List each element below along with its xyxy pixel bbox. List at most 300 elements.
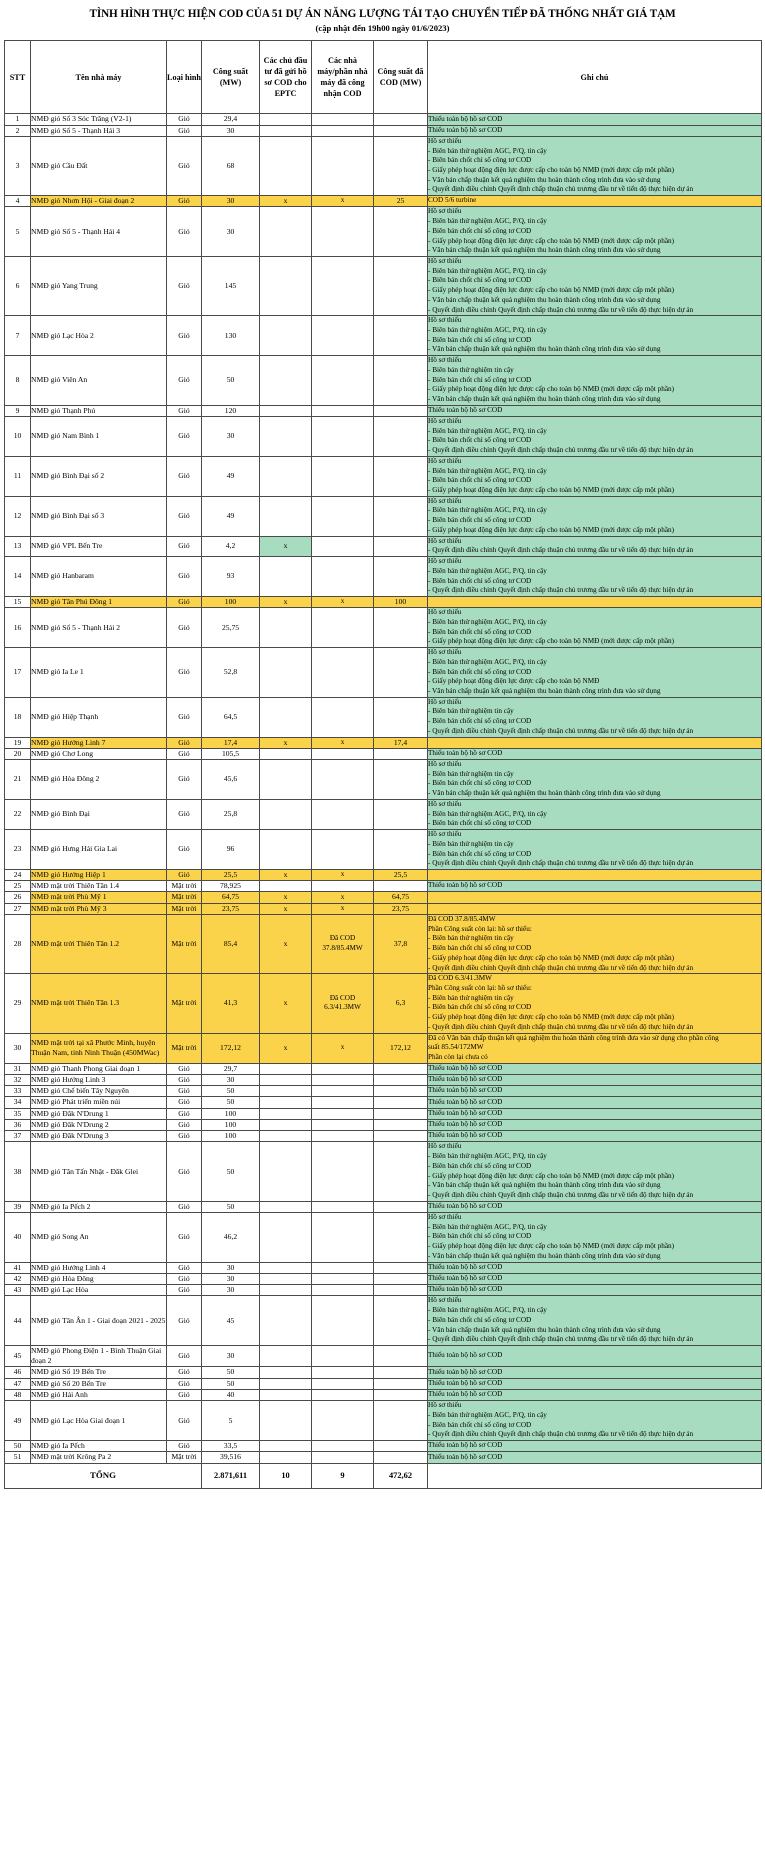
table-row [5, 830, 762, 870]
cod-acknowledged-cell [312, 1108, 374, 1119]
plant-type-cell: Gió [167, 1063, 202, 1074]
plant-name-cell: NMĐ gió Phong Điện 1 - Bình Thuận Giai đoạn 2 [31, 1345, 167, 1367]
row-index-cell: 43 [5, 1285, 31, 1296]
capacity-cell: 29,4 [202, 114, 260, 125]
note-cell [428, 1213, 762, 1263]
plant-type-cell: Gió [167, 737, 202, 748]
note-line: Thiếu toàn bộ hồ sơ COD [428, 1120, 503, 1129]
note-line: Thiếu toàn bộ hồ sơ COD [428, 1367, 503, 1376]
note-line: - Biên bản chốt chỉ số công tơ COD [428, 1420, 532, 1429]
table-row [5, 114, 762, 125]
note-cell [428, 456, 762, 496]
note-line: - Biên bản chốt chỉ số công tơ COD [428, 1315, 532, 1324]
capacity-cell: 30 [202, 1074, 260, 1085]
plant-name-cell: NMĐ gió Nam Bình 1 [31, 417, 167, 457]
cod-acknowledged-cell [312, 1262, 374, 1273]
eptc-submitted-cell [260, 316, 312, 356]
capacity-cell: 49 [202, 456, 260, 496]
note-line: - Giấy phép hoạt động điện lực được cấp cho toàn bộ NMĐ (mới được cấp một phần) [428, 1242, 675, 1251]
note-line: Hồ sơ thiếu [428, 496, 462, 505]
plant-type-cell: Gió [167, 1131, 202, 1142]
row-index-cell: 2 [5, 125, 31, 136]
note-line: Đã COD 37.8/85.4MW [428, 914, 496, 923]
eptc-submitted-cell [260, 1131, 312, 1142]
note-line: Hồ sơ thiếu [428, 1296, 462, 1305]
cod-acknowledged-cell [312, 456, 374, 496]
eptc-submitted-cell [260, 1086, 312, 1097]
table-row [5, 125, 762, 136]
note-line: - Biên bản thử nghiệm AGC, P/Q, tin cậy [428, 1152, 547, 1161]
table-row [5, 316, 762, 356]
plant-type-cell: Gió [167, 799, 202, 829]
cod-capacity-cell [374, 1063, 428, 1074]
plant-name-cell: NMĐ gió Đăk N'Drung 3 [31, 1131, 167, 1142]
note-line: - Giấy phép hoạt động điện lực được cấp cho toàn bộ NMĐ (mới được cấp một phần) [428, 1013, 675, 1022]
cod-acknowledged-cell [312, 125, 374, 136]
eptc-submitted-cell [260, 1273, 312, 1284]
note-line: Thiếu toàn bộ hồ sơ COD [428, 114, 503, 123]
row-index-cell: 39 [5, 1201, 31, 1212]
note-line: - Biên bản chốt chỉ số công tơ COD [428, 944, 532, 953]
note-line: - Biên bản chốt chỉ số công tơ COD [428, 819, 532, 828]
note-cell [428, 737, 762, 748]
cod-capacity-cell [374, 1213, 428, 1263]
note-cell [428, 136, 762, 195]
note-line: Thiếu toàn bộ hồ sơ COD [428, 406, 503, 415]
capacity-cell: 105,5 [202, 748, 260, 759]
note-line: - Quyết định điều chỉnh Quyết định chấp thuận chủ trương đầu tư về tiến độ thực hiện dự án [428, 1335, 694, 1344]
note-line: Đã có Văn bản chấp thuận kết quả nghiệm thu hoàn thành công trình đưa vào sử dụng cho phần công [428, 1033, 719, 1042]
note-cell [428, 256, 762, 315]
note-line: - Quyết định điều chỉnh Quyết định chấp thuận chủ trương đầu tư về tiến độ thực hiện dự án [428, 546, 694, 555]
note-line: Thiếu toàn bộ hồ sơ COD [428, 1086, 503, 1095]
cod-acknowledged-cell [312, 417, 374, 457]
note-line: - Giấy phép hoạt động điện lực được cấp cho toàn bộ NMĐ [428, 677, 600, 686]
header-plant-name: Tên nhà máy [31, 41, 167, 114]
table-row [5, 869, 762, 880]
row-index-cell: 4 [5, 196, 31, 207]
capacity-cell: 30 [202, 207, 260, 257]
plant-name-cell: NMĐ gió Lạc Hòa 2 [31, 316, 167, 356]
eptc-submitted-cell [260, 608, 312, 648]
cod-capacity-cell [374, 608, 428, 648]
cod-acknowledged-cell [312, 405, 374, 416]
cod-capacity-cell: 25,5 [374, 869, 428, 880]
note-cell [428, 1345, 762, 1367]
row-index-cell: 3 [5, 136, 31, 195]
header-note: Ghi chú [428, 41, 762, 114]
eptc-submitted-cell [260, 1262, 312, 1273]
table-row [5, 1119, 762, 1130]
eptc-submitted-cell [260, 1119, 312, 1130]
eptc-submitted-cell [260, 1452, 312, 1463]
note-cell [428, 1108, 762, 1119]
table-row [5, 417, 762, 457]
plant-type-cell: Gió [167, 648, 202, 698]
cod-capacity-cell [374, 1142, 428, 1201]
plant-name-cell: NMĐ gió Chơ Long [31, 748, 167, 759]
plant-type-cell: Gió [167, 417, 202, 457]
note-line: Hồ sơ thiếu [428, 799, 462, 808]
cod-acknowledged-cell [312, 881, 374, 892]
row-index-cell: 9 [5, 405, 31, 416]
plant-name-cell: NMĐ gió Hanbaram [31, 557, 167, 597]
row-index-cell: 7 [5, 316, 31, 356]
note-line: - Biên bản thử nghiệm tin cậy [428, 769, 514, 778]
cod-acknowledged-cell [312, 557, 374, 597]
capacity-cell: 120 [202, 405, 260, 416]
capacity-cell: 50 [202, 1367, 260, 1378]
note-cell [428, 316, 762, 356]
note-line: Thiếu toàn bộ hồ sơ COD [428, 1390, 503, 1399]
header-eptc-submitted: Các chủ đầu tư đã gửi hồ sơ COD cho EPTC [260, 41, 312, 114]
capacity-cell: 4,2 [202, 536, 260, 556]
cod-capacity-cell [374, 1296, 428, 1346]
cod-acknowledged-cell [312, 136, 374, 195]
table-body [5, 114, 762, 1463]
note-cell [428, 1441, 762, 1452]
note-line: Thiếu toàn bộ hồ sơ COD [428, 1285, 503, 1294]
capacity-cell: 50 [202, 356, 260, 406]
plant-type-cell: Gió [167, 125, 202, 136]
note-line: - Biên bản thử nghiệm AGC, P/Q, tin cậy [428, 146, 547, 155]
header-row [5, 41, 762, 114]
eptc-submitted-cell: x [260, 536, 312, 556]
note-line: - Quyết định điều chỉnh Quyết định chấp thuận chủ trương đầu tư về tiến độ thực hiện dự án [428, 185, 694, 194]
cod-capacity-cell [374, 536, 428, 556]
note-line: - Biên bản chốt chỉ số công tơ COD [428, 516, 532, 525]
row-index-cell: 5 [5, 207, 31, 257]
row-index-cell: 14 [5, 557, 31, 597]
total-ack: 9 [312, 1463, 374, 1488]
cod-capacity-cell [374, 748, 428, 759]
plant-type-cell: Gió [167, 1119, 202, 1130]
cod-capacity-cell [374, 1119, 428, 1130]
eptc-submitted-cell [260, 1345, 312, 1367]
note-cell [428, 1401, 762, 1441]
plant-type-cell: Gió [167, 557, 202, 597]
plant-type-cell: Mặt trời [167, 881, 202, 892]
cod-acknowledged-cell [312, 356, 374, 406]
cod-capacity-cell: 25 [374, 196, 428, 207]
note-line: - Quyết định điều chỉnh Quyết định chấp thuận chủ trương đầu tư về tiến độ thực hiện dự án [428, 1430, 694, 1439]
table-row [5, 1063, 762, 1074]
cod-acknowledged-cell: x [312, 1033, 374, 1063]
plant-name-cell: NMĐ gió Bình Đại số 2 [31, 456, 167, 496]
row-index-cell: 44 [5, 1296, 31, 1346]
plant-type-cell: Gió [167, 196, 202, 207]
plant-name-cell: NMĐ mặt trời Krông Pa 2 [31, 1452, 167, 1463]
row-index-cell: 37 [5, 1131, 31, 1142]
cod-capacity-cell [374, 316, 428, 356]
note-line: - Văn bản chấp thuận kết quả nghiệm thu hoàn thành công trình đưa vào sử dụng [428, 175, 661, 184]
eptc-submitted-cell [260, 881, 312, 892]
cod-capacity-cell [374, 760, 428, 800]
eptc-submitted-cell [260, 207, 312, 257]
note-line: - Biên bản thử nghiệm AGC, P/Q, tin cậy [428, 809, 547, 818]
capacity-cell: 46,2 [202, 1213, 260, 1263]
table-row [5, 1033, 762, 1063]
note-cell [428, 196, 762, 207]
capacity-cell: 100 [202, 596, 260, 607]
plant-name-cell: NMĐ gió Ia Pếch 2 [31, 1201, 167, 1212]
eptc-submitted-cell [260, 1201, 312, 1212]
plant-type-cell: Gió [167, 1441, 202, 1452]
cod-capacity-cell [374, 1097, 428, 1108]
plant-type-cell: Gió [167, 1097, 202, 1108]
cod-capacity-cell [374, 881, 428, 892]
table-row [5, 1097, 762, 1108]
note-line: - Biên bản thử nghiệm AGC, P/Q, tin cậy [428, 266, 547, 275]
note-cell [428, 892, 762, 903]
note-line: - Giấy phép hoạt động điện lực được cấp cho toàn bộ NMĐ (mới được cấp một phần) [428, 165, 675, 174]
cod-acknowledged-cell [312, 1345, 374, 1367]
note-line: - Văn bản chấp thuận kết quả nghiệm thu hoàn thành công trình đưa vào sử dụng [428, 345, 661, 354]
eptc-submitted-cell [260, 1063, 312, 1074]
cod-acknowledged-cell: x [312, 737, 374, 748]
note-line: - Quyết định điều chỉnh Quyết định chấp thuận chủ trương đầu tư về tiến độ thực hiện dự án [428, 1022, 694, 1031]
total-note [428, 1463, 762, 1488]
plant-name-cell: NMĐ gió Song An [31, 1213, 167, 1263]
row-index-cell: 32 [5, 1074, 31, 1085]
note-line: - Giấy phép hoạt động điện lực được cấp cho toàn bộ NMĐ (mới được cấp một phần) [428, 486, 675, 495]
note-cell [428, 125, 762, 136]
document-title: TÌNH HÌNH THỰC HIỆN COD CỦA 51 DỰ ÁN NĂNG LƯỢNG TÁI TẠO CHUYỂN TIẾP ĐÃ THỐNG NHẤT GIÁ TẠM [89, 8, 676, 20]
plant-name-cell: NMĐ gió Tân Tấn Nhật - Đăk Glei [31, 1142, 167, 1201]
row-index-cell: 20 [5, 748, 31, 759]
row-index-cell: 38 [5, 1142, 31, 1201]
plant-name-cell: NMĐ gió Thanh Phong Giai đoạn 1 [31, 1063, 167, 1074]
cod-acknowledged-cell [312, 1273, 374, 1284]
note-line: - Giấy phép hoạt động điện lực được cấp cho toàn bộ NMĐ (mới được cấp một phần) [428, 953, 675, 962]
table-row [5, 892, 762, 903]
plant-name-cell: NMĐ gió Hướng Linh 3 [31, 1074, 167, 1085]
cod-acknowledged-cell [312, 799, 374, 829]
capacity-cell: 30 [202, 1345, 260, 1367]
plant-type-cell: Gió [167, 748, 202, 759]
row-index-cell: 19 [5, 737, 31, 748]
row-index-cell: 35 [5, 1108, 31, 1119]
note-cell [428, 1086, 762, 1097]
capacity-cell: 50 [202, 1097, 260, 1108]
cod-acknowledged-cell: x [312, 869, 374, 880]
note-line: COD 5/6 turbine [428, 196, 477, 205]
cod-capacity-cell [374, 557, 428, 597]
note-line: Hồ sơ thiếu [428, 256, 462, 265]
eptc-submitted-cell [260, 136, 312, 195]
plant-type-cell: Gió [167, 536, 202, 556]
cod-capacity-cell [374, 256, 428, 315]
capacity-cell: 64,75 [202, 892, 260, 903]
capacity-cell: 50 [202, 1201, 260, 1212]
note-line: - Giấy phép hoạt động điện lực được cấp cho toàn bộ NMĐ (mới được cấp một phần) [428, 637, 675, 646]
cod-acknowledged-cell [312, 1285, 374, 1296]
note-cell [428, 114, 762, 125]
row-index-cell: 49 [5, 1401, 31, 1441]
plant-name-cell: NMĐ gió Viên An [31, 356, 167, 406]
cod-acknowledged-cell [312, 496, 374, 536]
eptc-submitted-cell [260, 456, 312, 496]
row-index-cell: 27 [5, 903, 31, 914]
row-index-cell: 26 [5, 892, 31, 903]
eptc-submitted-cell [260, 697, 312, 737]
eptc-submitted-cell: x [260, 596, 312, 607]
capacity-cell: 100 [202, 1119, 260, 1130]
eptc-submitted-cell [260, 1378, 312, 1389]
note-cell [428, 536, 762, 556]
note-line: Hồ sơ thiếu [428, 356, 462, 365]
note-cell [428, 1131, 762, 1142]
cod-capacity-cell [374, 136, 428, 195]
note-line: - Biên bản chốt chỉ số công tơ COD [428, 1003, 532, 1012]
cod-acknowledged-cell [312, 1441, 374, 1452]
cod-acknowledged-cell [312, 207, 374, 257]
eptc-submitted-cell [260, 125, 312, 136]
note-line: Hồ sơ thiếu [428, 697, 462, 706]
capacity-cell: 50 [202, 1142, 260, 1201]
plant-type-cell: Gió [167, 608, 202, 648]
note-line: - Quyết định điều chỉnh Quyết định chấp thuận chủ trương đầu tư về tiến độ thực hiện dự án [428, 1191, 694, 1200]
capacity-cell: 30 [202, 417, 260, 457]
plant-name-cell: NMĐ gió Phát triển miền núi [31, 1097, 167, 1108]
cod-acknowledged-cell [312, 1142, 374, 1201]
note-line: Hồ sơ thiếu [428, 648, 462, 657]
capacity-cell: 30 [202, 1262, 260, 1273]
note-line: - Văn bản chấp thuận kết quả nghiệm thu hoàn thành công trình đưa vào sử dụng [428, 789, 661, 798]
header-capacity: Công suất (MW) [202, 41, 260, 114]
note-line: - Quyết định điều chỉnh Quyết định chấp thuận chủ trương đầu tư về tiến độ thực hiện dự án [428, 305, 694, 314]
plant-type-cell: Gió [167, 1273, 202, 1284]
note-line: Phần Công suất còn lại: hồ sơ thiếu: [428, 983, 532, 992]
table-row [5, 1285, 762, 1296]
plant-name-cell: NMĐ gió Bình Đại [31, 799, 167, 829]
note-cell [428, 697, 762, 737]
note-cell [428, 1033, 762, 1063]
note-line: - Quyết định điều chỉnh Quyết định chấp thuận chủ trương đầu tư về tiến độ thực hiện dự án [428, 726, 694, 735]
cod-capacity-cell [374, 1345, 428, 1367]
row-index-cell: 51 [5, 1452, 31, 1463]
plant-type-cell: Mặt trời [167, 892, 202, 903]
note-line: - Quyết định điều chỉnh Quyết định chấp thuận chủ trương đầu tư về tiến độ thực hiện dự án [428, 586, 694, 595]
note-line: - Giấy phép hoạt động điện lực được cấp cho toàn bộ NMĐ (mới được cấp một phần) [428, 236, 675, 245]
cod-acknowledged-cell [312, 608, 374, 648]
note-line: Phần Công suất còn lại: hồ sơ thiếu: [428, 924, 532, 933]
plant-type-cell: Gió [167, 760, 202, 800]
note-line: - Biên bản chốt chỉ số công tơ COD [428, 627, 532, 636]
note-line: - Biên bản thử nghiệm tin cậy [428, 707, 514, 716]
cod-acknowledged-cell [312, 1296, 374, 1346]
header-cod-acknowledged: Các nhà máy/phần nhà máy đã công nhận COD [312, 41, 374, 114]
note-line: - Văn bản chấp thuận kết quả nghiệm thu hoàn thành công trình đưa vào sử dụng [428, 1181, 661, 1190]
table-row [5, 1262, 762, 1273]
table-row [5, 1142, 762, 1201]
note-cell [428, 557, 762, 597]
cod-acknowledged-cell: x [312, 903, 374, 914]
row-index-cell: 6 [5, 256, 31, 315]
note-cell [428, 1201, 762, 1212]
plant-type-cell: Gió [167, 1389, 202, 1400]
cod-capacity-cell [374, 697, 428, 737]
eptc-submitted-cell [260, 1367, 312, 1378]
note-line: Hồ sơ thiếu [428, 608, 462, 617]
plant-name-cell: NMĐ gió Hải Anh [31, 1389, 167, 1400]
capacity-cell: 52,8 [202, 648, 260, 698]
cod-capacity-cell [374, 1378, 428, 1389]
header-stt: STT [5, 41, 31, 114]
cod-acknowledged-cell [312, 1119, 374, 1130]
note-line: Hồ sơ thiếu [428, 316, 462, 325]
plant-type-cell: Gió [167, 1108, 202, 1119]
total-eptc: 10 [260, 1463, 312, 1488]
eptc-submitted-cell [260, 1296, 312, 1346]
capacity-cell: 172,12 [202, 1033, 260, 1063]
table-row [5, 557, 762, 597]
note-cell [428, 1285, 762, 1296]
cod-capacity-cell [374, 1452, 428, 1463]
plant-type-cell: Gió [167, 356, 202, 406]
cod-capacity-cell [374, 496, 428, 536]
row-index-cell: 34 [5, 1097, 31, 1108]
note-cell [428, 648, 762, 698]
note-line: - Biên bản chốt chỉ số công tơ COD [428, 576, 532, 585]
eptc-submitted-cell [260, 1389, 312, 1400]
row-index-cell: 12 [5, 496, 31, 536]
header-cod-capacity: Công suất đã COD (MW) [374, 41, 428, 114]
plant-name-cell: NMĐ mặt trời Thiên Tân 1.3 [31, 974, 167, 1033]
cod-capacity-cell: 23,75 [374, 903, 428, 914]
cod-acknowledged-cell [312, 1131, 374, 1142]
row-index-cell: 29 [5, 974, 31, 1033]
cod-acknowledged-cell [312, 1367, 374, 1378]
note-cell [428, 405, 762, 416]
row-index-cell: 28 [5, 914, 31, 973]
plant-name-cell: NMĐ gió Hướng Linh 4 [31, 1262, 167, 1273]
row-index-cell: 17 [5, 648, 31, 698]
row-index-cell: 50 [5, 1441, 31, 1452]
note-cell [428, 496, 762, 536]
cod-capacity-cell: 100 [374, 596, 428, 607]
note-line: - Biên bản thử nghiệm AGC, P/Q, tin cậy [428, 1306, 547, 1315]
capacity-cell: 50 [202, 1378, 260, 1389]
capacity-cell: 93 [202, 557, 260, 597]
cod-capacity-cell [374, 1441, 428, 1452]
plant-name-cell: NMĐ gió Hướng Linh 7 [31, 737, 167, 748]
capacity-cell: 33,5 [202, 1441, 260, 1452]
plant-name-cell: NMĐ mặt trời tại xã Phước Minh, huyện Thuận Nam, tỉnh Ninh Thuận (450MWac) [31, 1033, 167, 1063]
capacity-cell: 30 [202, 1273, 260, 1284]
plant-name-cell: NMĐ mặt trời Phù Mỹ 3 [31, 903, 167, 914]
cod-acknowledged-cell: x [312, 196, 374, 207]
row-index-cell: 15 [5, 596, 31, 607]
capacity-cell: 85,4 [202, 914, 260, 973]
table-row [5, 1378, 762, 1389]
cod-capacity-cell [374, 1401, 428, 1441]
capacity-cell: 96 [202, 830, 260, 870]
plant-type-cell: Gió [167, 1213, 202, 1263]
table-row [5, 496, 762, 536]
note-line: Thiếu toàn bộ hồ sơ COD [428, 1202, 503, 1211]
cod-acknowledged-cell [312, 1378, 374, 1389]
note-cell [428, 1074, 762, 1085]
note-line: - Quyết định điều chỉnh Quyết định chấp thuận chủ trương đầu tư về tiến độ thực hiện dự án [428, 446, 694, 455]
capacity-cell: 29,7 [202, 1063, 260, 1074]
plant-type-cell: Gió [167, 830, 202, 870]
cod-acknowledged-cell [312, 648, 374, 698]
table-row [5, 608, 762, 648]
table-footer [5, 1463, 762, 1488]
plant-type-cell: Gió [167, 136, 202, 195]
capacity-cell: 130 [202, 316, 260, 356]
